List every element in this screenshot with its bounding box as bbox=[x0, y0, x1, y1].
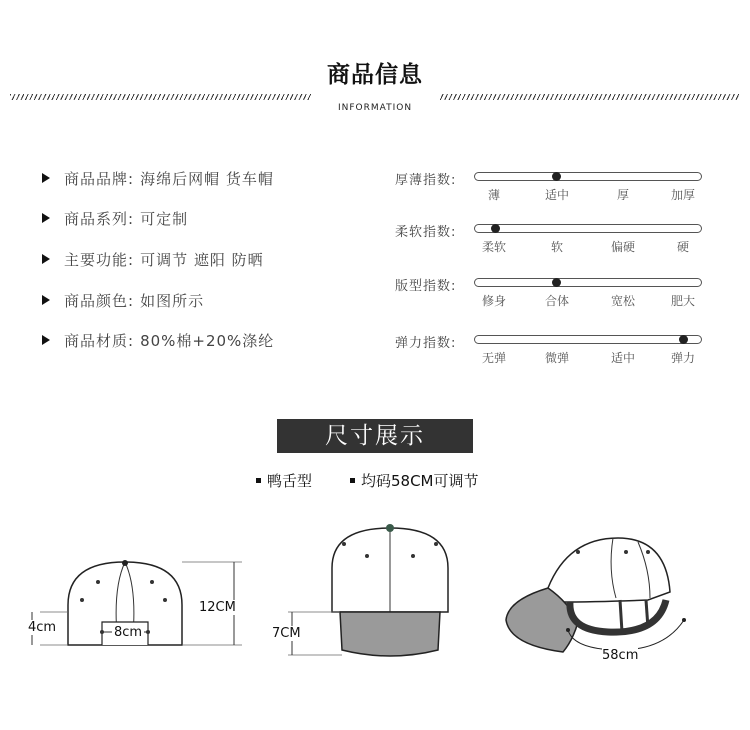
index-tick: 薄 bbox=[487, 188, 500, 202]
softness-index-track bbox=[474, 224, 702, 233]
index-tick: 合体 bbox=[544, 294, 569, 308]
index-tick: 弹力 bbox=[670, 351, 695, 365]
triangle-bullet-icon bbox=[42, 173, 50, 183]
strap-width-label: 8cm bbox=[114, 625, 143, 640]
thickness-index-marker bbox=[552, 172, 561, 181]
index-tick: 软 bbox=[550, 240, 563, 254]
index-tick: 微弹 bbox=[544, 351, 569, 365]
spec-row-brand bbox=[42, 168, 274, 188]
spec-label: 商品颜色: bbox=[64, 291, 135, 310]
fit-index-track bbox=[474, 278, 702, 287]
spec-label: 商品品牌: bbox=[64, 169, 135, 188]
softness-index-marker bbox=[491, 224, 500, 233]
spec-label: 商品材质: bbox=[64, 331, 135, 350]
triangle-bullet-icon bbox=[42, 254, 50, 264]
index-tick: 适中 bbox=[610, 351, 635, 365]
spec-value: 海绵后网帽 货车帽 bbox=[140, 169, 274, 188]
spec-value: 80%棉+20%涤纶 bbox=[140, 331, 275, 350]
index-tick: 肥大 bbox=[670, 294, 695, 308]
index-tick: 修身 bbox=[481, 294, 506, 308]
hatch-divider-gap bbox=[312, 92, 440, 102]
elasticity-index-marker bbox=[679, 335, 688, 344]
size-tag bbox=[350, 470, 479, 491]
triangle-bullet-icon bbox=[42, 213, 50, 223]
index-tick: 无弹 bbox=[481, 351, 506, 365]
softness-index-label: 柔软指数: bbox=[395, 225, 457, 240]
index-tick: 加厚 bbox=[670, 188, 695, 202]
brim-length-label: 7CM bbox=[272, 626, 301, 641]
index-tick: 硬 bbox=[676, 240, 689, 254]
strap-height-label: 4cm bbox=[28, 620, 57, 635]
fit-index-marker bbox=[552, 278, 561, 287]
size-banner: 尺寸展示 bbox=[277, 419, 473, 453]
cap-height-label: 12CM bbox=[199, 600, 236, 615]
spec-value: 可调节 遮阳 防晒 bbox=[140, 250, 264, 269]
spec-label: 商品系列: bbox=[64, 209, 135, 228]
square-bullet-icon bbox=[256, 478, 261, 483]
square-bullet-icon bbox=[350, 478, 355, 483]
index-tick: 宽松 bbox=[610, 294, 635, 308]
index-tick: 柔软 bbox=[481, 240, 506, 254]
section-subtitle: INFORMATION bbox=[337, 103, 413, 113]
size-tag-text: 均码58CM可调节 bbox=[361, 472, 479, 490]
spec-row-color bbox=[42, 290, 204, 310]
elasticity-index-track bbox=[474, 335, 702, 344]
spec-row-function bbox=[42, 249, 264, 269]
spec-row-series bbox=[42, 208, 188, 228]
style-tag bbox=[256, 470, 312, 491]
thickness-index-track bbox=[474, 172, 702, 181]
cap-front-illustration bbox=[270, 520, 460, 665]
spec-label: 主要功能: bbox=[64, 250, 135, 269]
fit-index-label: 版型指数: bbox=[395, 279, 457, 294]
index-tick: 偏硬 bbox=[610, 240, 635, 254]
style-tag-text: 鸭舌型 bbox=[267, 472, 313, 490]
thickness-index-label: 厚薄指数: bbox=[395, 173, 457, 188]
triangle-bullet-icon bbox=[42, 335, 50, 345]
triangle-bullet-icon bbox=[42, 295, 50, 305]
elasticity-index-label: 弹力指数: bbox=[395, 336, 457, 351]
spec-row-material bbox=[42, 330, 274, 350]
section-title: 商品信息 bbox=[327, 62, 423, 88]
spec-value: 可定制 bbox=[140, 209, 189, 228]
index-tick: 适中 bbox=[544, 188, 569, 202]
index-tick: 厚 bbox=[616, 188, 629, 202]
spec-value: 如图所示 bbox=[140, 291, 205, 310]
circumference-label: 58cm bbox=[602, 648, 639, 663]
